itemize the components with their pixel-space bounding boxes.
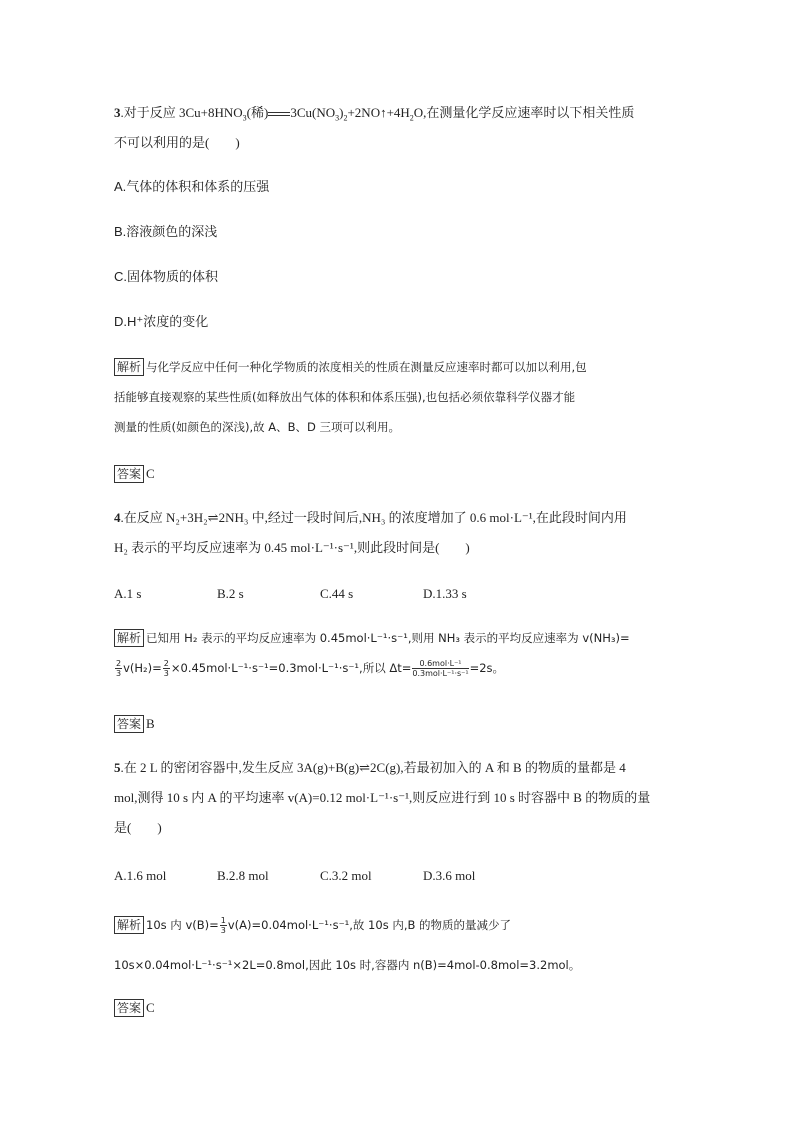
q4-options	[114, 584, 684, 604]
q4-option-d: D.1.33 s	[423, 586, 467, 601]
fraction: $\frac{1}{3}$	[220, 916, 226, 935]
q5-option-c: C.3.2 mol	[320, 868, 372, 883]
equals-arrow-icon	[268, 110, 290, 118]
q4-number: 4	[114, 510, 121, 525]
q3-option-b: B.溶液颜色的深浅	[114, 224, 218, 239]
q5-explanation-line2: 10s×0.04mol·L⁻¹·s⁻¹×2L=0.8mol,因此 10s 时,容器内 n(B)=4mol-0.8mol=3.2mol。	[114, 958, 581, 972]
q5-number: 5	[114, 760, 121, 775]
answer-tag: 答案	[114, 465, 144, 483]
q4-option-b: B.2 s	[217, 586, 244, 601]
q3-option-d: D.H⁺浓度的变化	[114, 314, 209, 329]
q4-stem-line1: 4.在反应 N₂+3H₂⇌2NH₃ 中,经过一段时间后,NH₃ 的浓度增加了 0.6 mol·L⁻¹,在此段时间内用	[114, 510, 627, 525]
explanation-tag: 解析	[114, 629, 144, 647]
q4-answer: 答案 B	[114, 714, 684, 734]
q4-explanation: 解析 已知用 H₂ 表示的平均反应速率为 0.45mol·L⁻¹·s⁻¹,则用 NH₃ 表示的平均反应速率为 v(NH₃)= $\frac{2}{3}$ v(H₂)= $\frac{2}{3}$ ×0.45mol·L⁻¹·s⁻¹=0.3mol·L⁻¹·s⁻¹,所以 Δt= $\frac{\text{0.6mol·L⁻¹}}{\text{0.3mol·L⁻¹·s⁻¹}}$ =2s。	[116, 631, 630, 678]
q5-answer: 答案 C	[114, 998, 684, 1018]
q3-stem-line1: 3.对于反应 $3Cu+8HNO_3$(稀) $3Cu(NO_3)_2+2NO↑+4H_2O$,在测量化学反应速率时以下相关性质	[114, 105, 635, 123]
fraction: $\frac{2}{3}$	[116, 659, 122, 678]
explanation-tag: 解析	[114, 358, 144, 376]
q5-stem-line1: 5.在 2 L 的密闭容器中,发生反应 3A(g)+B(g)⇌2C(g),若最初加入的 A 和 B 的物质的量都是 4	[114, 760, 626, 775]
q5-explanation: 解析 10s 内 v(B)= $\frac{1}{3}$ v(A)=0.04mol·L⁻¹·s⁻¹,故 10s 内,B 的物质的量减少了	[114, 910, 684, 940]
explanation-tag: 解析	[114, 916, 144, 934]
q5-option-d: D.3.6 mol	[423, 868, 476, 883]
q4-option-c: C.44 s	[320, 586, 354, 601]
q5-options	[114, 866, 684, 886]
q5-stem-line3: 是( )	[114, 820, 162, 835]
answer-tag: 答案	[114, 999, 144, 1017]
answer-tag: 答案	[114, 715, 144, 733]
q3-number: 3	[114, 105, 121, 120]
delta-t-fraction: $\frac{\text{0.6mol·L⁻¹}}{\text{0.3mol·L⁻¹·s⁻¹}}$	[412, 659, 469, 678]
q3-option-c: C.固体物质的体积	[114, 269, 219, 284]
fraction: $\frac{2}{3}$	[163, 659, 169, 678]
q4-stem-line2: H₂ 表示的平均反应速率为 0.45 mol·L⁻¹·s⁻¹,则此段时间是( )	[114, 540, 470, 555]
q5-option-a: A.1.6 mol	[114, 868, 167, 883]
q3-stem-line2: 不可以利用的是( )	[114, 135, 240, 150]
q5-stem-line2: mol,测得 10 s 内 A 的平均速率 v(A)=0.12 mol·L⁻¹·s⁻¹,则反应进行到 10 s 时容器中 B 的物质的量	[114, 790, 651, 805]
q3-explanation: 解析 与化学反应中任何一种化学物质的浓度相关的性质在测量反应速率时都可以加以利用,包 括能够直接观察的某些性质(如释放出气体的体积和体系压强),也包括必须依靠科学仪器才能 测量的性质(如颜色的深浅),故 A、B、D 三项可以利用。	[114, 360, 587, 434]
q3-option-a: A.气体的体积和体系的压强	[114, 179, 270, 194]
q4-option-a: A.1 s	[114, 586, 142, 601]
q3-answer: 答案 C	[114, 464, 684, 484]
q5-option-b: B.2.8 mol	[217, 868, 269, 883]
